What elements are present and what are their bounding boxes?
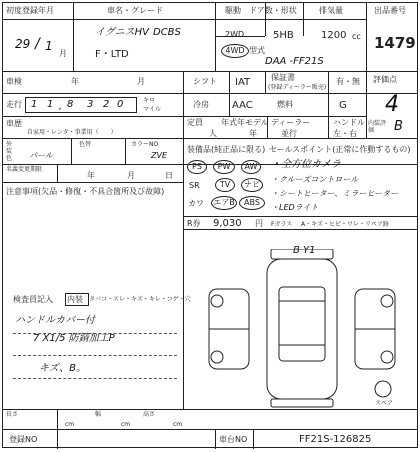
length-label: 長さ [6, 411, 19, 418]
mileage-unit-km: キロ [143, 97, 156, 104]
registration-number-label: 登録NO [9, 435, 38, 444]
right-rear-wheel [381, 351, 393, 363]
grid-line [366, 3, 367, 138]
grid-line [3, 164, 417, 165]
left-rear-wheel [211, 351, 223, 363]
grade-value: F・LTD [95, 49, 129, 60]
drive-label: 駆動 [225, 6, 241, 15]
right-front-wheel [381, 295, 393, 307]
grid-line [3, 138, 417, 139]
width-label: 幅 [95, 411, 102, 418]
score-label: 評価点 [373, 75, 397, 84]
door-shape-label: ドア数・形状 [249, 6, 297, 15]
interior-tag-label: 内装 [67, 295, 83, 304]
grid-line [57, 409, 58, 449]
grid-line [3, 116, 366, 117]
name-grade-label: 車名・グレード [107, 6, 163, 15]
car-diagram [199, 249, 399, 409]
width-unit: cm [121, 421, 131, 428]
equipment-pw: PW [213, 160, 235, 174]
front-glass-label: Fガラス [271, 221, 293, 228]
drive-4wd: 4WD [221, 44, 249, 58]
first-registration-slash: / [35, 36, 40, 52]
dealer-value: 並行 [281, 129, 297, 138]
model-name: イグニスHV [95, 27, 149, 38]
equipment-airbag: エアB [211, 196, 237, 210]
height-unit: cm [173, 421, 183, 428]
selling-points-title: セールスポイント(正常に作動するもの) [269, 145, 411, 154]
selling-point: ・シートヒーター、ミラーヒーター [271, 189, 399, 198]
equipment-aw: AW [241, 160, 261, 174]
name-change-year-unit: 年 [87, 171, 95, 180]
equipment-navi: ナビ [241, 178, 263, 192]
interior-score-box [368, 118, 414, 136]
equipment-sr: SR [189, 181, 200, 190]
inspection-month-unit: 月 [137, 77, 145, 86]
color-code-label: カラーNO [131, 141, 159, 148]
exterior-color-value: パール [29, 151, 53, 160]
grid-line [183, 216, 417, 217]
height-label: 高さ [143, 411, 156, 418]
mileage-digit: 0 [117, 99, 124, 110]
mileage-digit: 2 [103, 99, 110, 110]
dealer-label: ディーラー [271, 118, 311, 127]
car-roof [279, 287, 325, 361]
first-registration-month-unit: 月 [59, 49, 67, 58]
car-body-outline [267, 259, 337, 399]
auction-sheet [2, 2, 418, 448]
grid-line [215, 429, 216, 449]
grid-line [3, 429, 417, 430]
notes-label: 注意事項(欠品・修復・不具合箇所及び故障) [6, 187, 165, 196]
mileage-label: 走行 [6, 100, 22, 109]
door-shape-value: 5HB [273, 30, 294, 41]
rear-bumper [271, 399, 333, 407]
exterior-color-label: 外装色 [6, 141, 13, 162]
left-front-wheel [211, 295, 223, 307]
mileage-digit: 1 [47, 99, 54, 110]
name-change-label: 名義変更期限 [6, 166, 43, 173]
inspection-label: 車検 [6, 77, 22, 86]
note-line: 7 X1/5 防錆加工P [33, 333, 115, 344]
grid-line [71, 138, 72, 164]
grid-line [3, 19, 176, 20]
interior-score-value: B [394, 119, 403, 134]
equipment-ps: PS [187, 160, 207, 174]
shift-label: シフト [193, 77, 217, 86]
length-unit: cm [65, 421, 75, 428]
type-label: 型式 [249, 46, 265, 55]
color-code-value: ZVE [151, 151, 168, 160]
name-change-day-unit: 日 [165, 171, 173, 180]
selling-point: ・全方位カメラ [271, 159, 341, 170]
grid-line [215, 3, 216, 71]
inspector-label: 検査員記入 [13, 295, 53, 304]
notes-line [13, 378, 177, 379]
year-model-label: 年式年モデル [221, 118, 269, 127]
fuel-value: G [339, 100, 347, 111]
chassis-number-value: FF21S-126825 [299, 434, 372, 445]
color-change-label: 色替 [79, 141, 92, 148]
year-model-unit: 年 [249, 129, 257, 138]
handle-value: 左・右 [333, 129, 357, 138]
capacity-label: 定員 [187, 118, 203, 127]
grid-line [303, 3, 304, 36]
grid-line [253, 429, 254, 449]
drive-2wd: 2WD [225, 30, 245, 39]
ac-value: AAC [232, 100, 253, 111]
lot-number-label: 出品番号 [374, 6, 406, 15]
grid-line [73, 3, 74, 71]
warranty-value: 有・無 [336, 77, 360, 86]
name-change-month-unit: 月 [127, 171, 135, 180]
grid-line [176, 19, 366, 20]
model-grade-note: DCBS [153, 27, 181, 38]
selling-point: ・クルーズコントロール [271, 175, 359, 184]
mileage-digit: 1 [31, 99, 38, 110]
displacement-unit: cc [352, 32, 361, 41]
grid-line [3, 71, 417, 72]
grid-line [229, 71, 230, 116]
grid-line [3, 182, 183, 183]
history-label: 車歴 [6, 119, 22, 128]
mileage-digit: 8 [67, 99, 74, 110]
score-value: 4 [385, 92, 399, 117]
equipment-title: 装備品(純正品に限る) [187, 145, 266, 154]
grid-line [183, 71, 184, 409]
fuel-label: 燃料 [277, 100, 293, 109]
notes-line [13, 355, 177, 356]
grid-line [328, 71, 329, 138]
spare-tire-icon [375, 381, 391, 397]
diagram-annotation: B Y1 [293, 245, 316, 256]
recycle-value: 9,030 [213, 218, 242, 229]
history-options: 自家用・レンタ・事業用（ ） [27, 129, 117, 136]
grid-line [183, 229, 417, 230]
warranty-label: 保証書 [271, 73, 295, 82]
equipment-tv: TV [215, 178, 235, 192]
grid-line [3, 409, 417, 410]
mileage-unit-mile: マイル [143, 106, 161, 113]
first-registration-label: 初度登録年月 [6, 6, 54, 15]
note-line: キズ、B。 [39, 363, 86, 374]
repair-legend: A・キズ・ヒビ・ワレ・リペア跡 [301, 221, 389, 228]
interior-score-label: 内装評価 [368, 120, 387, 134]
interior-condition-list: タバコ・スレ・キズ・キレ・コゲ・穴 [89, 296, 191, 303]
equipment-abs: ABS [239, 196, 265, 210]
first-registration-year: 29 [15, 37, 31, 51]
recycle-unit: 円 [255, 219, 263, 228]
note-line: ハンドルカバー付 [15, 315, 95, 326]
displacement-value: 1200 [321, 30, 347, 41]
chassis-number-label: 車台NO [219, 435, 248, 444]
capacity-unit: 人 [209, 129, 217, 138]
selling-point: ・LEDライト [271, 203, 319, 212]
equipment-leather: カワ [188, 199, 204, 208]
lot-number-value: 1479 [374, 34, 416, 52]
grid-line [57, 164, 58, 182]
displacement-label: 排気量 [319, 6, 343, 15]
handle-label: ハンドル [333, 118, 365, 127]
ac-label: 冷房 [193, 100, 209, 109]
mileage-digit: 3 [87, 99, 94, 110]
recycle-label: R券 [187, 219, 201, 228]
first-registration-month: 1 [45, 39, 53, 53]
type-value: DAA -FF21S [265, 56, 324, 67]
shift-value: IAT [235, 77, 251, 88]
grid-line [265, 71, 266, 94]
grid-line [3, 93, 417, 94]
grid-line [125, 138, 126, 164]
front-bumper [271, 249, 333, 259]
inspection-year-unit: 年 [71, 77, 79, 86]
mileage-comma: , [59, 101, 63, 112]
spare-tire-label: スペア [375, 400, 394, 407]
warranty-sub: (登録ディーラー販売) [268, 84, 327, 91]
